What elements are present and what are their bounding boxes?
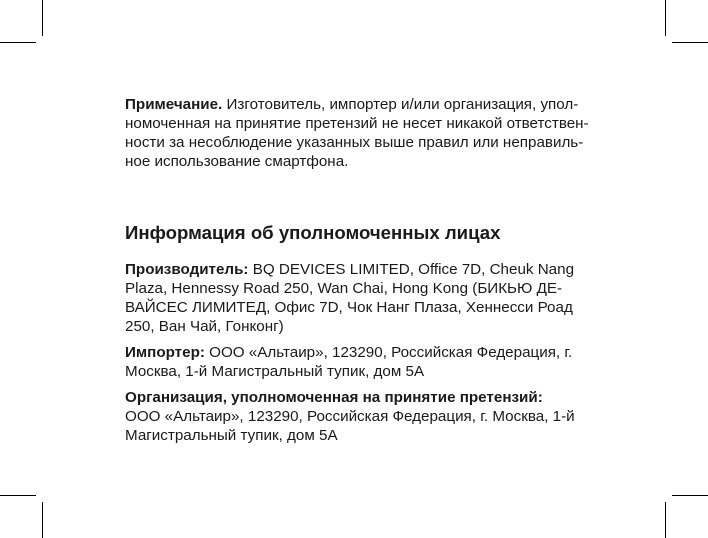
importer-lead: Импортер: [125, 344, 205, 361]
manufacturer-line-4: 250, Ван Чай, Гонконг) [125, 318, 284, 335]
crop-mark-top-left-vertical [42, 0, 43, 36]
importer-entry [125, 343, 610, 381]
manufacturer-line-1: BQ DEVICES LIMITED, Office 7D, Cheuk Nang [252, 261, 575, 278]
manufacturer-line-3: ВАЙСЕС ЛИМИТЕД, Офис 7D, Чок Нанг Плаза, Хеннесси Роад [125, 299, 573, 316]
crop-mark-bottom-right-horizontal [672, 495, 708, 496]
note-line-1: Изготовитель, импортер и/или организация, упол- [226, 96, 579, 113]
crop-mark-top-right-vertical [665, 0, 666, 36]
crop-mark-bottom-left-vertical [42, 502, 43, 538]
note-paragraph [125, 95, 610, 171]
importer-line-2: Москва, 1-й Магистральный тупик, дом 5А [125, 363, 425, 380]
note-lead: Примечание. [125, 96, 223, 113]
crop-mark-top-left-horizontal [0, 42, 36, 43]
claims-org-line-2: Магистральный тупик, дом 5А [125, 427, 338, 444]
claims-org-lead: Организация, уполномоченная на принятие претензий: [125, 389, 543, 406]
manufacturer-lead: Производитель: [125, 261, 249, 278]
note-line-4: ное использование смартфона. [125, 153, 349, 170]
claims-org-line-1: ООО «Альтаир», 123290, Российская Федерация, г. Москва, 1-й [125, 408, 575, 425]
crop-mark-bottom-right-vertical [665, 502, 666, 538]
crop-mark-bottom-left-horizontal [0, 495, 36, 496]
note-line-3: ности за несоблюдение указанных выше правил или неправиль- [125, 134, 584, 151]
manufacturer-entry [125, 260, 610, 336]
importer-line-1: ООО «Альтаир», 123290, Российская Федерация, г. [209, 344, 573, 361]
crop-mark-top-right-horizontal [672, 42, 708, 43]
claims-org-entry [125, 388, 610, 445]
section-heading: Информация об уполномоченных лицах [125, 222, 501, 243]
note-line-2: номоченная на принятие претензий не несет никакой ответствен- [125, 115, 589, 132]
document-content [125, 95, 610, 452]
manufacturer-line-2: Plaza, Hennessy Road 250, Wan Chai, Hong Kong (БИКЬЮ ДЕ- [125, 280, 563, 297]
